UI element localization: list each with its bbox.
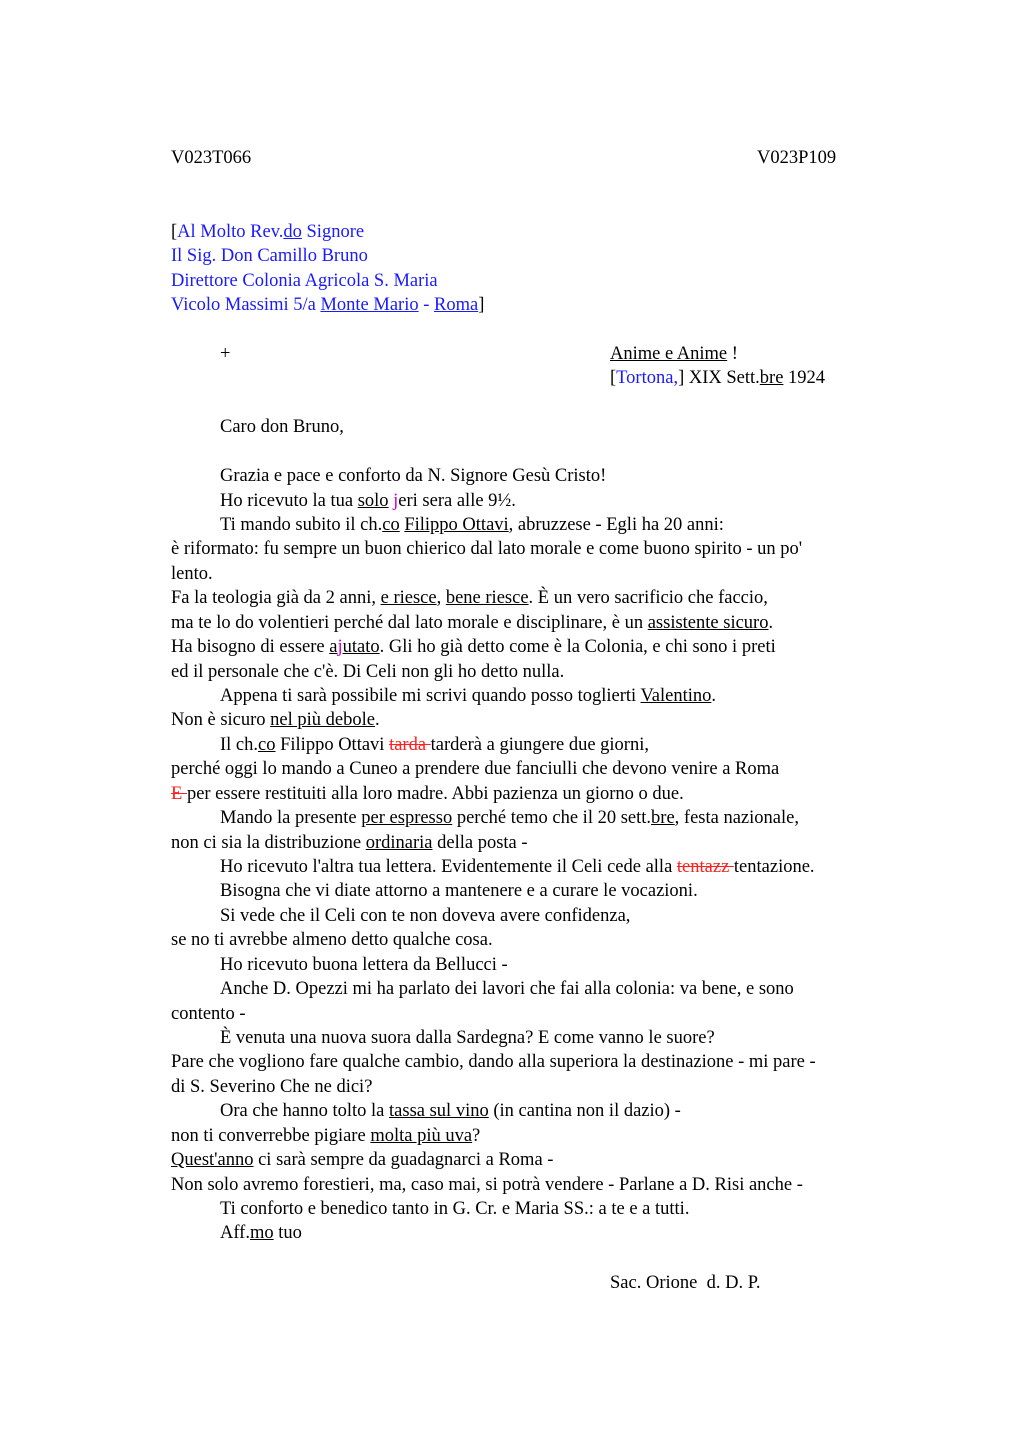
body-line: Quest'anno ci sarà sempre da guadagnarci a Roma - [171,1150,554,1170]
deleted-text: tarda [389,735,431,755]
body-line: Anche D. Opezzi mi ha parlato dei lavori che fai alla colonia: va bene, e sono [220,979,794,999]
body-line: Ho ricevuto l'altra tua lettera. Evidentemente il Celi cede alla tentazz tentazione. [220,857,815,877]
body-line: Il ch.co Filippo Ottavi tarda tarderà a giungere due giorni, [220,735,649,755]
body-line: è riformato: fu sempre un buon chierico dal lato morale e come buono spirito - un po' [171,539,803,559]
body-line: Non è sicuro nel più debole. [171,710,380,730]
address-line-2: Il Sig. Don Camillo Bruno [171,246,368,266]
document-code-left: V023T066 [171,148,252,168]
body-line: E per essere restituiti alla loro madre. Abbi pazienza un giorno o due. [171,784,684,804]
deleted-text: E [171,784,187,804]
body-line: Ho ricevuto la tua solo jeri sera alle 9½. [220,491,516,511]
body-line: Pare che vogliono fare qualche cambio, dando alla superiora la destinazione - mi pare - [171,1052,816,1072]
body-line: contento - [171,1004,246,1024]
address-line-1 [171,220,364,244]
body-line: Non solo avremo forestieri, ma, caso mai, si potrà vendere - Parlane a D. Risi anche - [171,1175,803,1195]
address-city: Roma [434,295,479,315]
address-line-3: Direttore Colonia Agricola S. Maria [171,271,438,291]
body-line: Mando la presente per espresso perché temo che il 20 sett.bre, festa nazionale, [220,808,799,828]
date-abbrev: bre [759,368,784,388]
motto-text: Anime e Anime [610,344,728,364]
body-line: non ti converrebbe pigiare molta più uva? [171,1126,481,1146]
body-line: ed il personale che c'è. Di Celi non gli ho detto nulla. [171,662,565,682]
date-bracket: [ [610,368,617,388]
date-text: ] XIX Sett. [678,368,760,388]
closing-line: Aff.mo tuo [220,1223,302,1243]
body-line: non ci sia la distribuzione ordinaria della posta - [171,833,528,853]
body-line: Ora che hanno tolto la tassa sul vino (in cantina non il dazio) - [220,1101,681,1121]
body-line: Si vede che il Celi con te non doveva avere confidenza, [220,906,631,926]
address-text: Al Molto Rev. [177,222,284,242]
address-place: Monte Mario [320,295,419,315]
body-line: Fa la teologia già da 2 anni, e riesce, bene riesce. È un vero sacrificio che faccio, [171,588,768,608]
address-text: Vicolo Massimi 5/a [171,295,321,315]
body-line: di S. Severino Che ne dici? [171,1077,373,1097]
body-line: lento. [171,564,213,584]
bracket-close: ] [478,295,485,315]
body-line: perché oggi lo mando a Cuneo a prendere due fanciulli che devono venire a Roma [171,759,780,779]
body-line: Ha bisogno di essere ajutato. Gli ho già detto come è la Colonia, e chi sono i preti [171,637,776,657]
signature: Sac. Orione d. D. P. [610,1273,761,1293]
body-line: Ti mando subito il ch.co Filippo Ottavi, abruzzese - Egli ha 20 anni: [220,515,724,535]
address-abbrev: do [283,222,302,242]
body-line: Ti conforto e benedico tanto in G. Cr. e Maria SS.: a te e a tutti. [220,1199,690,1219]
body-line: Appena ti sarà possibile mi scrivi quando posso toglierti Valentino. [220,686,717,706]
body-line: ma te lo do volentieri perché dal lato morale e disciplinare, è un assistente sicuro. [171,613,774,633]
body-line: Ho ricevuto buona lettera da Bellucci - [220,955,508,975]
date-place: Tortona, [616,368,679,388]
salutation: Caro don Bruno, [220,417,344,437]
motto-punct: ! [727,344,738,364]
letter-date [610,366,825,390]
address-text: Signore [301,222,365,242]
body-line: Grazia e pace e conforto da N. Signore Gesù Cristo! [220,466,607,486]
deleted-text: tentazz [676,857,734,877]
address-line-4 [171,293,484,317]
body-line: È venuta una nuova suora dalla Sardegna? E come vanno le suore? [220,1028,715,1048]
date-year: 1924 [783,368,826,388]
bracket-open: [ [171,222,178,242]
document-code-right: V023P109 [757,148,837,168]
motto [610,342,738,366]
cross-symbol: + [220,344,231,364]
body-line: Bisogna che vi diate attorno a mantenere e a curare le vocazioni. [220,881,698,901]
address-text: - [418,295,435,315]
body-line: se no ti avrebbe almeno detto qualche cosa. [171,930,493,950]
